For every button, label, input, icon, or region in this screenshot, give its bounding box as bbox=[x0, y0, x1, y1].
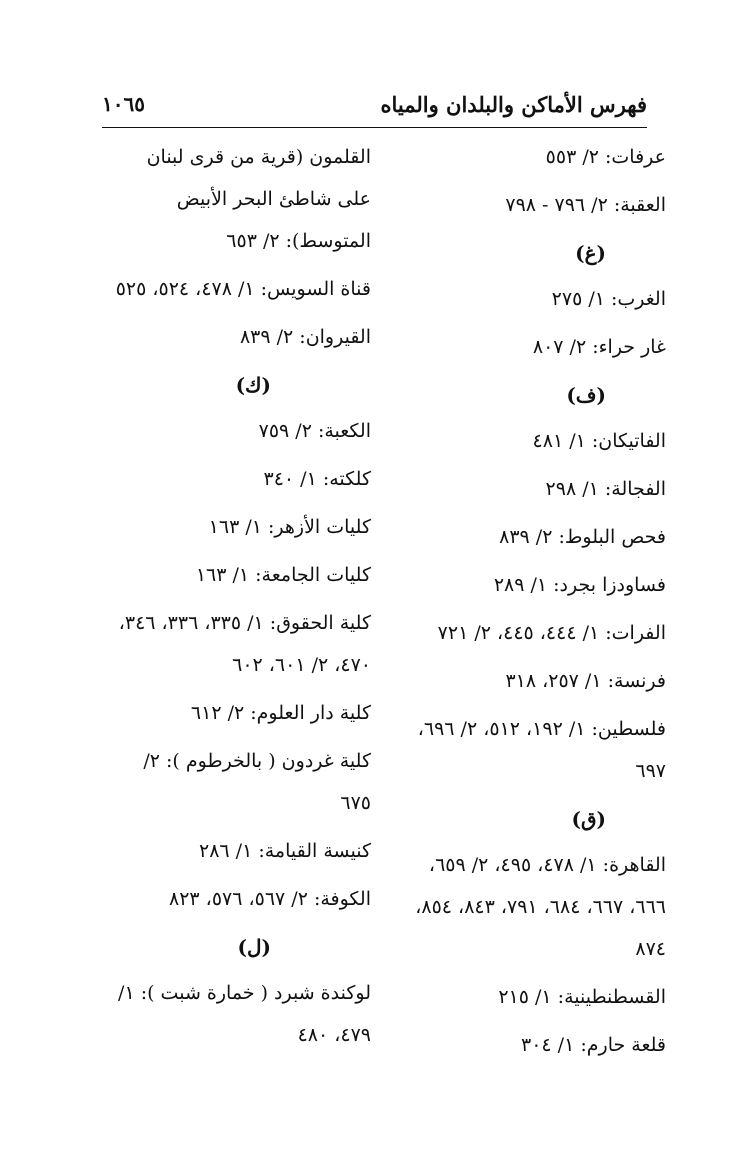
index-entry: الغرب: ١/ ٢٧٥ bbox=[551, 288, 666, 310]
index-entry: كليات الجامعة: ١/ ١٦٣ bbox=[195, 564, 371, 586]
index-entry: غار حراء: ٢/ ٨٠٧ bbox=[532, 336, 666, 358]
running-title: فهرس الأماكن والبلدان والمياه bbox=[380, 91, 647, 117]
index-entry: العقبة: ٢/ ٧٩٦ - ٧٩٨ bbox=[505, 194, 666, 216]
index-entry: الفاتيكان: ١/ ٤٨١ bbox=[532, 430, 666, 452]
index-entry: الكعبة: ٢/ ٧٥٩ bbox=[258, 420, 371, 442]
letter-heading: (ل) bbox=[237, 935, 271, 959]
index-entry: لوكندة شبرد ( خمارة شبت ): ١/ ٤٧٩، ٤٨٠ bbox=[118, 982, 371, 1046]
letter-heading: (ك) bbox=[235, 373, 271, 397]
index-entry: فرنسة: ١/ ٢٥٧، ٣١٨ bbox=[505, 670, 666, 692]
index-entry: الكوفة: ٢/ ٥٦٧، ٥٧٦، ٨٢٣ bbox=[169, 888, 371, 910]
index-entry: فساودزا بجرد: ١/ ٢٨٩ bbox=[493, 574, 666, 596]
index-entry: عرفات: ٢/ ٥٥٣ bbox=[545, 146, 666, 168]
index-entry: كليات الأزهر: ١/ ١٦٣ bbox=[208, 516, 371, 538]
index-entry: الفجالة: ١/ ٢٩٨ bbox=[545, 478, 666, 500]
page-header bbox=[102, 82, 647, 126]
index-entry: قناة السويس: ١/ ٤٧٨، ٥٢٤، ٥٢٥ bbox=[115, 278, 371, 300]
index-entry: كنيسة القيامة: ١/ ٢٨٦ bbox=[199, 840, 371, 862]
letter-heading: (ف) bbox=[566, 383, 606, 407]
index-entry: القاهرة: ١/ ٤٧٨، ٤٩٥، ٢/ ٦٥٩، ٦٦٦، ٦٦٧، ٦٨٤، ٧٩١، ٨٤٣، ٨٥٤، ٨٧٤ bbox=[415, 854, 666, 960]
index-entry: فلسطين: ١/ ١٩٢، ٥١٢، ٢/ ٦٩٦، ٦٩٧ bbox=[417, 718, 666, 782]
index-entry: قلعة حارم: ١/ ٣٠٤ bbox=[521, 1034, 666, 1056]
index-entry: القسطنطينية: ١/ ٢١٥ bbox=[498, 986, 666, 1008]
index-entry: كلية الحقوق: ١/ ٣٣٥، ٣٣٦، ٣٤٦، ٤٧٠، ٢/ ٦٠١، ٦٠٢ bbox=[118, 612, 371, 676]
index-entry: القيروان: ٢/ ٨٣٩ bbox=[239, 326, 371, 348]
header-rule bbox=[102, 127, 647, 128]
index-entry: فحص البلوط: ٢/ ٨٣٩ bbox=[499, 526, 666, 548]
letter-heading: (ق) bbox=[571, 807, 606, 831]
index-entry: كلية غردون ( بالخرطوم ): ٢/ ٦٧٥ bbox=[143, 750, 371, 814]
letter-heading: (غ) bbox=[575, 241, 606, 265]
index-entry: الفرات: ١/ ٤٤٤، ٤٤٥، ٢/ ٧٢١ bbox=[437, 622, 666, 644]
index-entry: كلكته: ١/ ٣٤٠ bbox=[263, 468, 371, 490]
index-entry: القلمون (قرية من قرى لبنان على شاطئ البحر الأبيض المتوسط): ٢/ ٦٥٣ bbox=[146, 146, 371, 252]
index-column-left bbox=[109, 136, 371, 1062]
index-column-right bbox=[394, 136, 666, 1072]
index-entry: كلية دار العلوم: ٢/ ٦١٢ bbox=[190, 702, 371, 724]
page-number: ١٠٦٥ bbox=[102, 92, 145, 116]
